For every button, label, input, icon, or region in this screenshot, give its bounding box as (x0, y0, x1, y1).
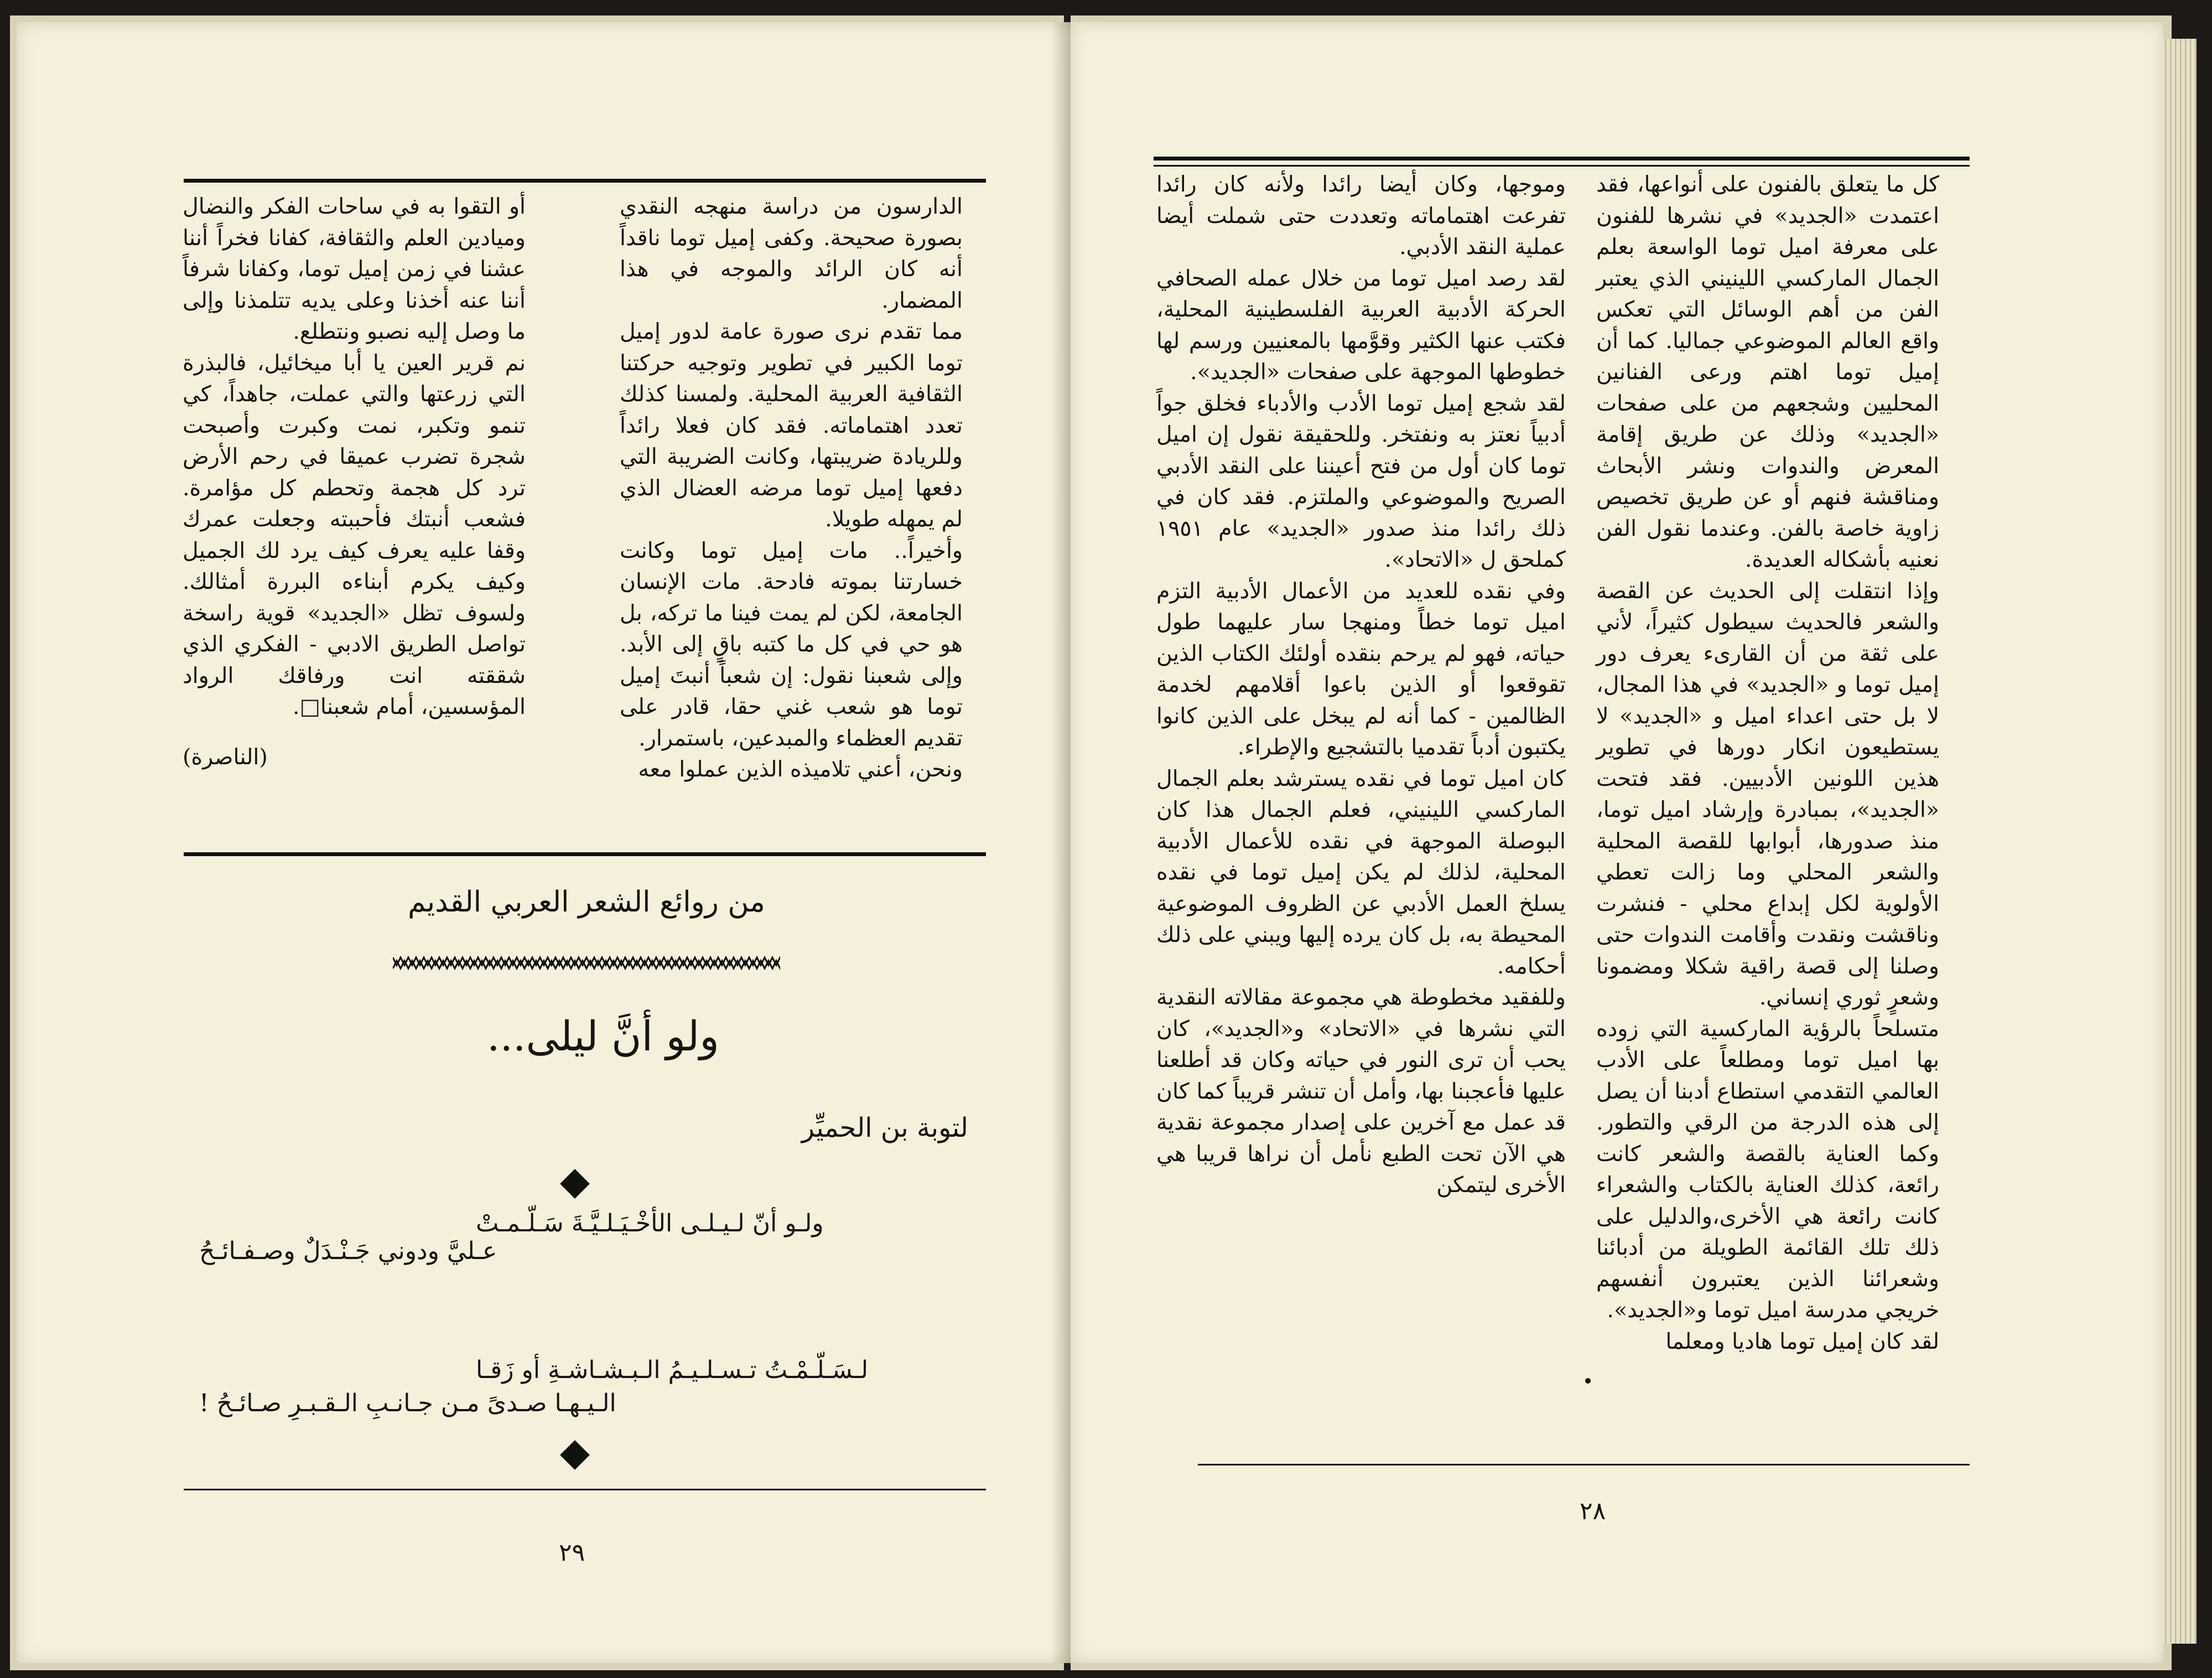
diamond-ornament (560, 1440, 590, 1470)
ornament-border (393, 952, 780, 974)
signature: (الناصرة) (183, 744, 268, 770)
paragraph: وأخيراً.. مات إميل توما وكانت خسارتنا بموته فادحة. مات الإنسان الجامعة، لكن لم يمت فينا ما تركه، بل هو حي في كل ما كتبه باقٍ إلى الأبد. وإلى شعبنا نقول: إن شعباً أنبتَ إميل توما هو شعب غني حقا، قادر على تقديم العظماء والمبدعين، باستمرار. (620, 537, 963, 751)
paragraph: مما تقدم نرى صورة عامة لدور إميل توما الكبير في تطوير وتوجيه حركتنا الثقافية العربية المحلية. ولمسنا كذلك تعدد اهتماماته. فقد كان فعلا رائداً وللريادة ضريبتها، وكانت الضريبة التي دفعها إميل توما مرضه العضال الذي لم يمهله طويلا. (620, 319, 963, 532)
left-page (17, 22, 1087, 1663)
section-title: من روائع الشعر العربي القديم (408, 885, 765, 919)
top-rule-thin (1154, 165, 1970, 167)
right-page-column-right (1596, 169, 1939, 1357)
paragraph: متسلحاً بالرؤية الماركسية التي زوده بها اميل توما ومطلعاً على الأدب العالمي التقدمي استطاع أدبنا أن يصل إلى هذه الدرجة من الرقي والتطور. وكما العناية بالقصة والشعر كانت رائعة، كذلك العناية بالكتاب والشعراء كانت رائعة هي الأخرى،والدليل على ذلك تلك القائمة الطويلة من أدبائنا وشعرائنا الذين يعتبرون أنفسهم خريجي مدرسة اميل توما و«الجديد». (1596, 1016, 1939, 1323)
bottom-rule (184, 1489, 986, 1490)
paragraph: كان اميل توما في نقده يسترشد بعلم الجمال الماركسي اللينيني، فعلم الجمال هذا كان البوصلة الموجهة في نقده للأعمال الأدبية المحلية، لذلك لم يكن إميل توما في نقده يسلخ العمل الأدبي عن الظروف الموضوعية المحيطة به، بل كان يرده إليها ويبني على ذلك أحكامه. (1156, 765, 1566, 979)
poem-title: ولو أنَّ ليلى... (486, 1013, 720, 1060)
right-page-column-left (1156, 169, 1566, 1201)
paragraph: لقد رصد اميل توما من خلال عمله الصحافي الحركة الأدبية العربية الفلسطينية المحلية، فكتب عنها الكثير وقوَّمها بالمعنيين ورسم لها خطوطها الموجهة على صفحات «الجديد». (1156, 265, 1566, 385)
paragraph: وللفقيد مخطوطة هي مجموعة مقالاته النقدية التي نشرها في «الاتحاد» و«الجديد»، كان يحب أن ترى النور في حياته وكان قد أطلعنا عليها فأعجبنا بها، وأمل أن تنشر قريباً كما كان قد عمل مع آخرين على إصدار مجموعة نقدية هي الآن تحت الطبع نأمل أن نراها قريبا هي الأخرى ليتمكن (1156, 985, 1566, 1198)
top-rule (1154, 157, 1970, 160)
paragraph: الدارسون من دراسة منهجه النقدي بصورة صحيحة. وكفى إميل توما ناقداً أنه كان الرائد والموجه في هذا المضمار. (620, 194, 963, 313)
verse-2-line-2: الـيـهـا صـدىً مـن جـانـبِ الـقـبـرِ صـائـحُ ! (199, 1389, 616, 1417)
verse-1-line-2: عـليَّ ودوني جَـنْـدَلٌ وصـفـائـحُ (199, 1237, 497, 1265)
paragraph: كل ما يتعلق بالفنون على أنواعها، فقد اعتمدت «الجديد» في نشرها للفنون على معرفة اميل توما الواسعة بعلم الجمال الماركسي اللينيني الذي يعتبر الفن من أهم الوسائل التي تعكس واقع العالم الموضوعي جماليا. كما أن إميل توما اهتم ورعى الفنانين المحليين وشجعهم من على صفحات «الجديد» وذلك عن طريق إقامة المعرض والندوات ونشر الأبحاث ومناقشة فنهم أو عن طريق تخصيص زاوية خاصة بالفن. وعندما نقول الفن نعنيه بأشكاله العديدة. (1596, 172, 1939, 572)
paragraph: ونحن، أعني تلاميذه الذين عملوا معه (638, 757, 963, 782)
top-rule (184, 179, 986, 183)
section-rule (184, 852, 986, 856)
decorative-dot (1585, 1378, 1591, 1384)
paragraph: لقد كان إميل توما هاديا ومعلما (1665, 1328, 1939, 1354)
left-page-column-right (620, 191, 963, 785)
paragraph: وإذا انتقلت إلى الحديث عن القصة والشعر فالحديث سيطول كثيراً، لأني على ثقة من أن القارىء يعرف دور إميل توما و «الجديد» في هذا المجال، لا بل حتى اعداء اميل و «الجديد» لا يستطيعون انكار دورها في تطوير هذين اللونين الأدبيين. فقد فتحت «الجديد»، بمبادرة وإرشاد اميل توما، منذ صدورها، أبوابها للقصة المحلية والشعر المحلي وما زالت تعطي الأولوية لكل إبداع محلي - فنشرت وناقشت ونقدت وأقامت الندوات حتى وصلنا إلى قصة راقية شكلا ومضمونا وشعرٍ ثوري إنساني. (1596, 578, 1939, 1010)
page-number: ٢٨ (1580, 1497, 1606, 1525)
left-page-column-left (183, 191, 526, 773)
poem-author: لتوبة بن الحميِّر (801, 1112, 968, 1143)
verse-2-line-1: لـسَـلّـمْـتُ تـسـلـيـمُ الـبـشـاشـةِ أو زَقـا (476, 1356, 869, 1384)
right-page (1071, 22, 2163, 1663)
paragraph: لقد شجع إميل توما الأدب والأدباء فخلق جواً أدبياً نعتز به ونفتخر. وللحقيقة نقول إن اميل توما كان أول من فتح أعيننا على النقد الأدبي الصريح والموضوعي والملتزم. فقد كان في ذلك رائدا منذ صدور «الجديد» عام ١٩٥١ كملحق ل «الاتحاد». (1156, 390, 1566, 572)
paragraph: نم قرير العين يا أبا ميخائيل، فالبذرة التي زرعتها والتي عملت، جاهداً، كي تنمو وتكبر، نمت وكبرت وأصبحت شجرة تضرب عميقا في رحم الأرض ترد كل هجمة وتحطم كل مؤامرة. فشعب أنبتك فأحببته وجعلت عمرك وقفا عليه يعرف كيف يرد لك الجميل وكيف يكرم أبناءه البررة أمثالك. ولسوف تظل «الجديد» قوية راسخة تواصل الطريق الادبي - الفكري الذي شققته انت ورفاقك الرواد المؤسسين، أمام شعبنا□. (183, 350, 526, 719)
diamond-ornament (560, 1169, 590, 1199)
paragraph: وموجها، وكان أيضا رائدا ولأنه كان رائدا تفرعت اهتماماته وتعددت حتى شملت أيضا عملية النقد الأدبي. (1156, 172, 1566, 260)
page-number: ٢٩ (559, 1539, 585, 1567)
paragraph: وفي نقده للعديد من الأعمال الأدبية التزم اميل توما خطاً ومنهجا سار عليهما طول حياته، فهو لم يرحم بنقده أولئك الكتاب الذين تقوقعوا أو الذين باعوا أقلامهم لخدمة الظالمين - كما أنه لم يبخل على الذين كانوا يكتبون أدباً تقدميا بالتشجيع والإطراء. (1156, 578, 1566, 760)
paragraph: أو التقوا به في ساحات الفكر والنضال وميادين العلم والثقافة، كفانا فخراً أننا عشنا في زمن إميل توما، وكفانا شرفاً أننا عنه أخذنا وعلى يديه تتلمذنا وإلى ما وصل إليه نصبو ونتطلع. (183, 194, 526, 344)
verse-1-line-1: ولـو أنّ لـيـلـى الأخْـيَـلـيَّـةَ سَـلّـمـتْ (476, 1209, 824, 1237)
bottom-rule (1198, 1464, 1970, 1465)
